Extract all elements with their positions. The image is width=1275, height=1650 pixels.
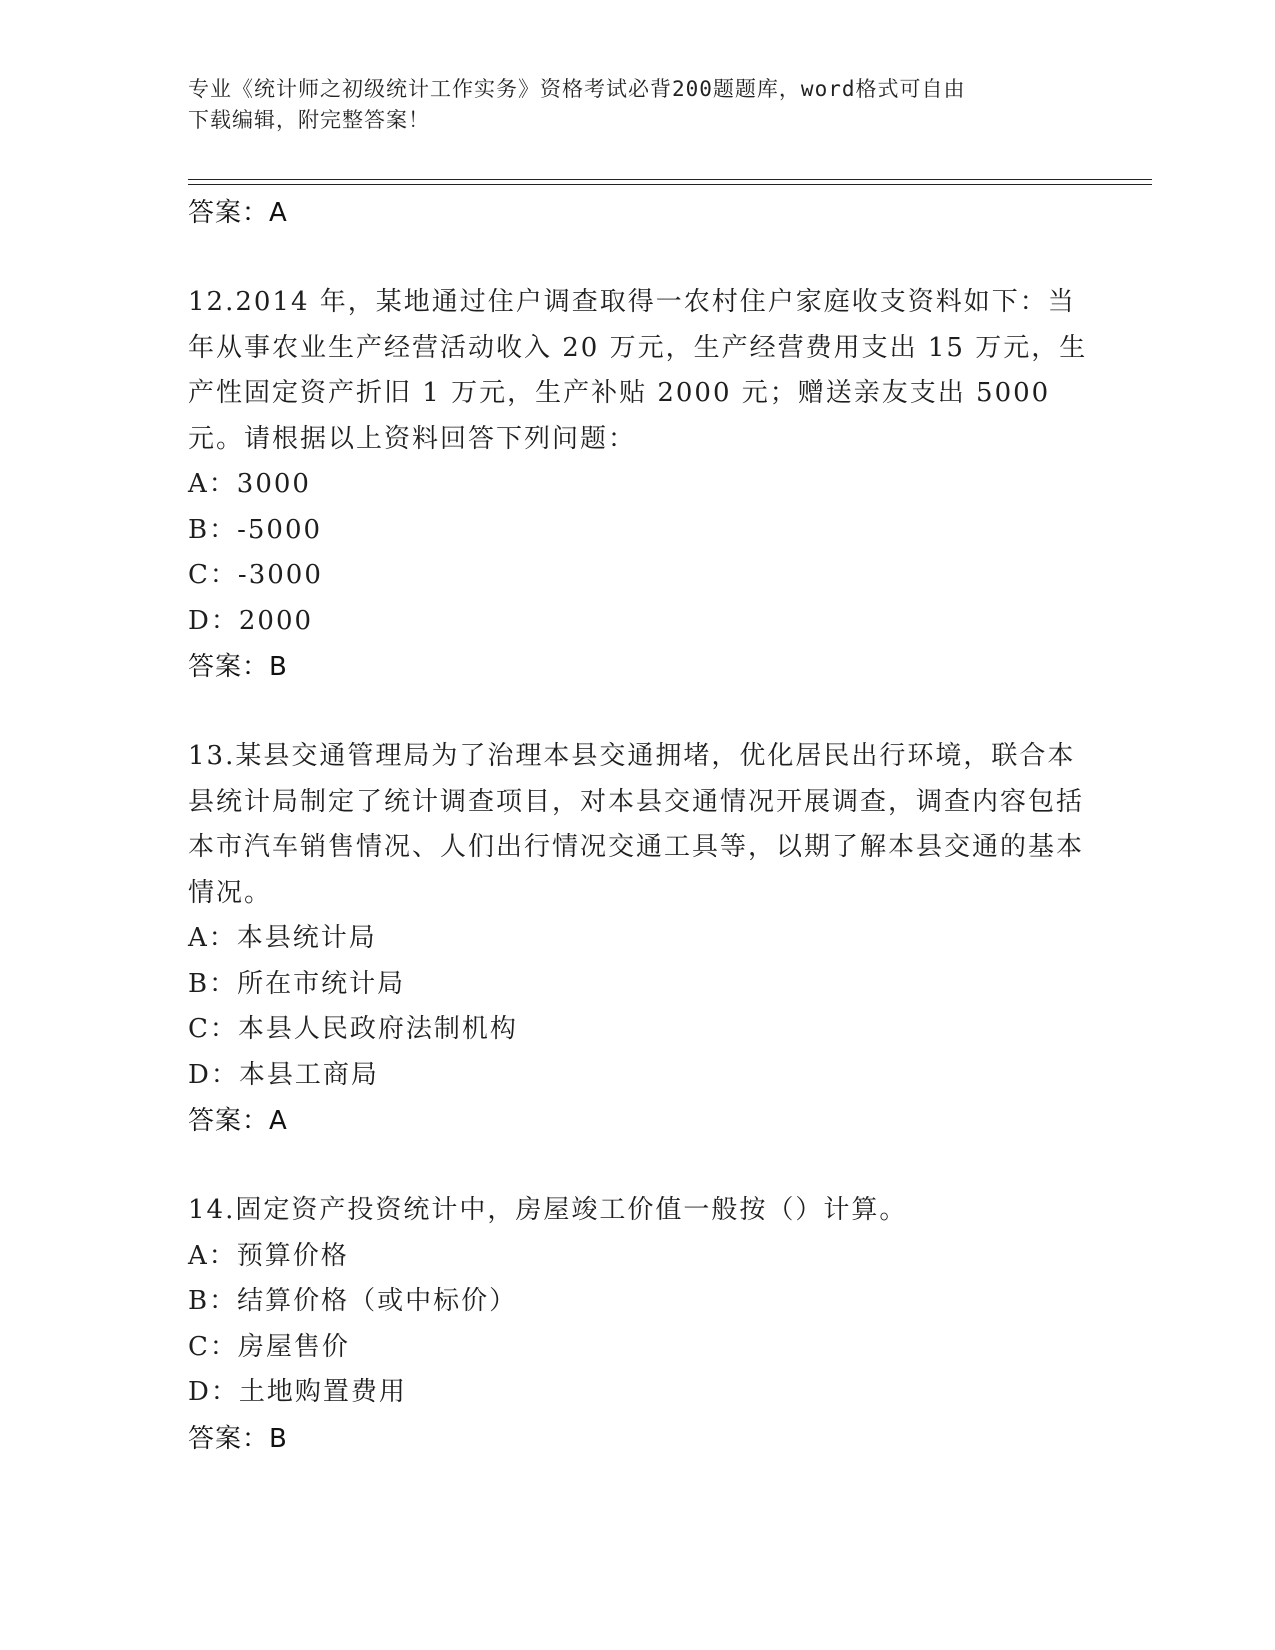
question-list [188, 190, 1088, 1462]
question-item [188, 734, 1088, 1144]
question-stem: 14.固定资产投资统计中，房屋竣工价值一般按（）计算。 [188, 1195, 908, 1225]
option-text: 所在市统计局 [237, 968, 406, 999]
option-d [188, 1053, 1088, 1099]
option-c [188, 1325, 1088, 1371]
option-key: C： [188, 1014, 238, 1044]
option-text: 本县人民政府法制机构 [237, 1014, 518, 1044]
option-key: D： [188, 1059, 239, 1090]
option-b [188, 962, 1088, 1008]
option-c [188, 553, 1088, 599]
option-key: C： [188, 560, 238, 590]
option-a [188, 462, 1088, 508]
option-text: 本县统计局 [236, 923, 377, 953]
option-key: B： [188, 514, 238, 545]
option-text: 本县工商局 [238, 1059, 379, 1090]
header-rule-top [188, 179, 1152, 180]
option-text: 结算价格（或中标价） [237, 1286, 518, 1316]
answer-line: 答案：B [188, 652, 288, 682]
header-note: 专业《统计师之初级统计工作实务》资格考试必背200题题库，word格式可自由 下载编辑，附完整答案！ [188, 77, 966, 132]
option-b [188, 508, 1088, 554]
option-text: 3000 [236, 469, 311, 499]
option-b [188, 1279, 1088, 1325]
question-stem: 12.2014 年，某地通过住户调查取得一农村住户家庭收支资料如下：当年从事农业生产经营活动收入 20 万元，生产经营费用支出 15 万元，生产性固定资产折旧 1 万元，生产补贴 2000 元；赠送亲友支出 5000 元。请根据以上资料回答下列问题： [188, 287, 1088, 454]
previous-answer: 答案：A [188, 198, 288, 228]
question-item [188, 280, 1088, 690]
option-key: B： [188, 968, 238, 999]
option-key: A： [188, 469, 237, 499]
option-key: B： [188, 1286, 238, 1316]
option-key: A： [188, 1240, 237, 1271]
option-key: D： [188, 605, 239, 636]
option-a [188, 1234, 1088, 1280]
answer-line: 答案：B [188, 1423, 288, 1454]
option-text: -5000 [237, 514, 323, 545]
question-stem: 13.某县交通管理局为了治理本县交通拥堵，优化居民出行环境，联合本县统计局制定了统计调查项目，对本县交通情况开展调查，调查内容包括本市汽车销售情况、人们出行情况交通工具等，以期了解本县交通的基本情况。 [188, 741, 1085, 908]
option-key: C： [188, 1331, 238, 1362]
question-item [188, 1188, 1088, 1462]
option-key: A： [188, 923, 237, 953]
option-a [188, 916, 1088, 962]
option-d [188, 1370, 1088, 1416]
answer-line: 答案：A [188, 1106, 288, 1136]
header-rule-bottom [188, 184, 1152, 185]
option-text: -3000 [237, 560, 323, 590]
option-d [188, 599, 1088, 645]
option-c [188, 1007, 1088, 1053]
option-key: D： [188, 1377, 239, 1407]
option-text: 土地购置费用 [238, 1377, 407, 1407]
option-text: 预算价格 [236, 1240, 349, 1271]
option-text: 房屋售价 [237, 1331, 350, 1362]
option-text: 2000 [238, 605, 314, 636]
